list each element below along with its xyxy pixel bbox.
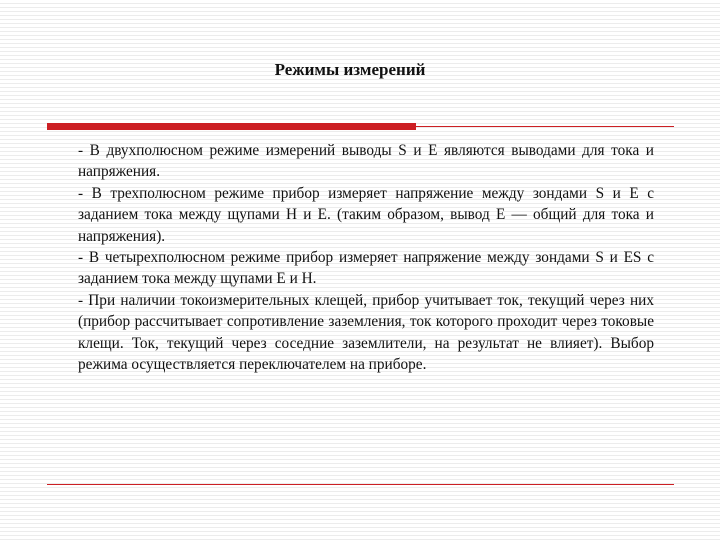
paragraph-four-pole-mode: - В четырехполюсном режиме прибор измеряет напряжение между зондами S и ES с заданием тока между щупами E и H.: [78, 249, 654, 288]
paragraph-current-clamp-mode: - При наличии токоизмерительных клещей, прибор учитывает ток, текущий через них (прибор рассчитывает сопротивление заземления, ток которого проходит через токовые клещи. Ток, текущий через соседние заземлители, на результат не влияет). Выбор режима осуществляется переключателем на приборе.: [78, 291, 654, 374]
paragraph-three-pole-mode: - В трехполюсном режиме прибор измеряет напряжение между зондами S и E с заданием тока между щупами H и E. (таким образом, вывод E — общий для тока и напряжения).: [78, 184, 654, 245]
slide-title: Режимы измерений: [274, 60, 426, 79]
title-divider: [47, 123, 674, 131]
slide-body: [78, 140, 654, 375]
title-divider-accent-bar: [47, 123, 416, 130]
paragraph-two-pole-mode: - В двухполюсном режиме измерений выводы S и E являются выводами для тока и напряжения.: [78, 142, 654, 181]
bottom-divider: [47, 484, 674, 485]
